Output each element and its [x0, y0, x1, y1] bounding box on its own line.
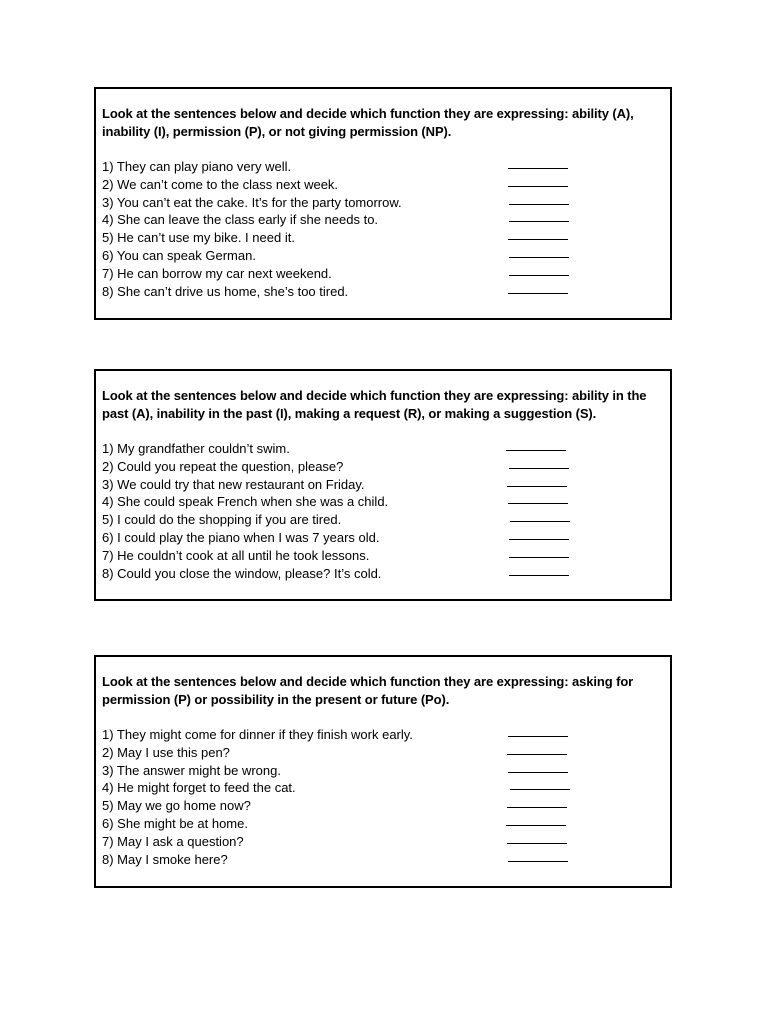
sentence-text: 5) I could do the shopping if you are tired. [102, 512, 342, 528]
sentence-text: 7) He can borrow my car next weekend. [102, 265, 332, 281]
sentence-row [102, 815, 670, 833]
sentence-row [102, 194, 670, 212]
sentence-text: 6) You can speak German. [102, 247, 256, 263]
answer-blank[interactable] [506, 825, 566, 826]
answer-blank[interactable] [508, 168, 568, 169]
answer-blank[interactable] [509, 557, 569, 558]
answer-blank[interactable] [509, 204, 569, 205]
sentence-text: 1) My grandfather couldn’t swim. [102, 441, 290, 456]
answer-blank[interactable] [509, 275, 569, 276]
answer-blank[interactable] [509, 257, 569, 258]
sentence-row [102, 762, 670, 780]
exercise-instruction: Look at the sentences below and decide which function they are expressing: ability in the past (A), inability in the past (I), making a request (R), or making a suggestion (S). [102, 388, 647, 421]
sentence-text: 8) Could you close the window, please? It’s cold. [102, 565, 382, 581]
sentence-text: 2) May I use this pen? [102, 744, 230, 760]
sentence-row [102, 493, 670, 511]
sentence-row [102, 283, 670, 301]
sentence-text: 6) She might be at home. [102, 815, 248, 831]
answer-blank[interactable] [508, 772, 568, 773]
answer-blank[interactable] [506, 450, 566, 451]
sentence-row [102, 476, 670, 494]
sentence-text: 3) You can’t eat the cake. It’s for the party tomorrow. [102, 194, 402, 210]
sentence-row [102, 211, 670, 229]
sentence-row [102, 547, 670, 565]
sentence-row [102, 229, 670, 247]
answer-blank[interactable] [508, 186, 568, 187]
sentence-row [102, 265, 670, 283]
sentence-row [102, 511, 670, 529]
answer-blank[interactable] [507, 843, 567, 844]
sentence-text: 2) Could you repeat the question, please? [102, 458, 344, 474]
answer-blank[interactable] [508, 239, 568, 240]
answer-blank[interactable] [510, 789, 570, 790]
sentence-text: 8) She can’t drive us home, she’s too tired. [102, 283, 349, 299]
answer-blank[interactable] [507, 807, 567, 808]
answer-blank[interactable] [508, 293, 568, 294]
sentence-list [102, 158, 670, 300]
sentence-row [102, 726, 670, 744]
sentence-text: 1) They can play piano very well. [102, 159, 292, 174]
sentence-list [102, 440, 670, 582]
sentence-row [102, 779, 670, 797]
sentence-text: 5) He can’t use my bike. I need it. [102, 230, 295, 246]
answer-blank[interactable] [509, 539, 569, 540]
sentence-text: 3) We could try that new restaurant on Friday. [102, 476, 365, 492]
exercise-box-1 [94, 87, 672, 320]
answer-blank[interactable] [508, 503, 568, 504]
sentence-text: 2) We can’t come to the class next week. [102, 176, 339, 192]
answer-blank[interactable] [508, 861, 568, 862]
sentence-text: 6) I could play the piano when I was 7 years old. [102, 529, 380, 545]
sentence-text: 4) She can leave the class early if she needs to. [102, 212, 379, 228]
sentence-text: 7) May I ask a question? [102, 833, 244, 849]
sentence-row [102, 529, 670, 547]
sentence-row [102, 458, 670, 476]
exercise-box-3 [94, 655, 672, 888]
answer-blank[interactable] [508, 736, 568, 737]
sentence-text: 5) May we go home now? [102, 798, 251, 814]
sentence-row [102, 176, 670, 194]
sentence-list [102, 726, 670, 868]
answer-blank[interactable] [510, 521, 570, 522]
sentence-row [102, 565, 670, 583]
sentence-text: 8) May I smoke here? [102, 851, 228, 867]
sentence-text: 7) He couldn’t cook at all until he took lessons. [102, 547, 370, 563]
exercise-instruction: Look at the sentences below and decide which function they are expressing: ability (A), inability (I), permission (P), or not giving permission (NP). [102, 106, 634, 139]
sentence-row [102, 797, 670, 815]
answer-blank[interactable] [509, 468, 569, 469]
answer-blank[interactable] [507, 486, 567, 487]
answer-blank[interactable] [509, 221, 569, 222]
sentence-text: 4) He might forget to feed the cat. [102, 780, 296, 796]
sentence-row [102, 158, 670, 176]
answer-blank[interactable] [507, 754, 567, 755]
sentence-text: 1) They might come for dinner if they finish work early. [102, 727, 413, 742]
sentence-text: 4) She could speak French when she was a child. [102, 494, 389, 510]
exercise-box-2 [94, 369, 672, 601]
sentence-row [102, 744, 670, 762]
sentence-row [102, 851, 670, 869]
answer-blank[interactable] [509, 575, 569, 576]
sentence-row [102, 833, 670, 851]
sentence-row [102, 247, 670, 265]
sentence-text: 3) The answer might be wrong. [102, 762, 281, 778]
exercise-instruction: Look at the sentences below and decide which function they are expressing: asking for permission (P) or possibility in the present or future (Po). [102, 674, 634, 707]
sentence-row [102, 440, 670, 458]
